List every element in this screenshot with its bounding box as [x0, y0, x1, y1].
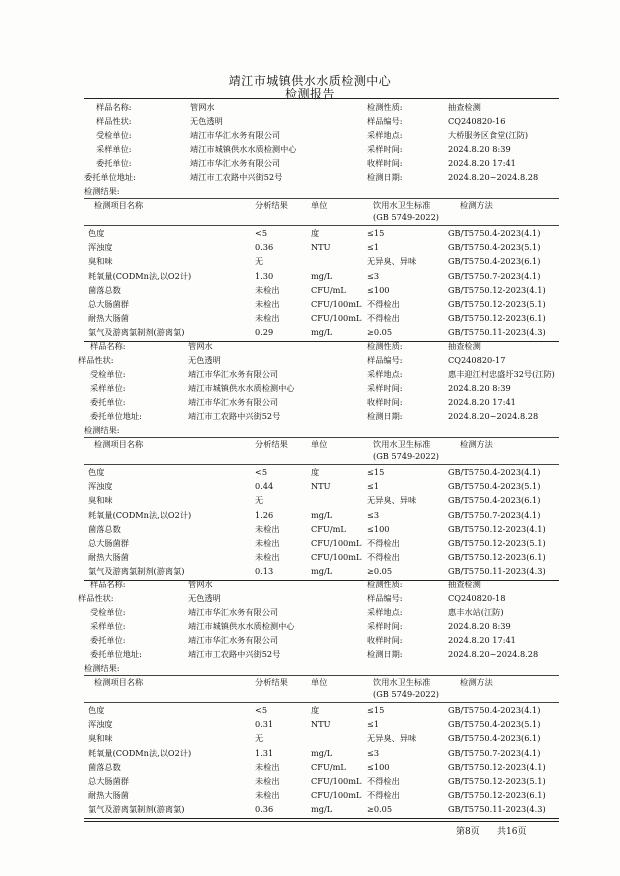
field-label-sampler: 采样单位:	[96, 144, 132, 154]
col-std-header-2: (GB 5749-2022)	[373, 212, 439, 222]
cell-unit: CFU/100mL	[311, 790, 362, 801]
field-value-test-date: 2024.8.20~2024.8.28	[448, 411, 539, 421]
cell-unit: CFU/100mL	[311, 299, 362, 309]
info-row	[0, 619, 620, 633]
cell-result: 0.29	[255, 327, 274, 338]
cell-method: GB/T5750.4-2023(5.1)	[448, 481, 541, 492]
cell-method: GB/T5750.4-2023(6.1)	[448, 733, 541, 744]
cell-unit: CFU/mL	[311, 761, 346, 772]
col-unit-header: 单位	[311, 439, 328, 449]
field-label-sample-no: 样品编号:	[367, 116, 403, 126]
field-value-sample-state: 无色透明	[190, 116, 223, 126]
results-label: 检测结果:	[84, 186, 120, 196]
table-row	[0, 311, 620, 325]
cell-result: 0.44	[255, 481, 274, 492]
field-label-entrust: 委托单位:	[90, 397, 126, 407]
field-label-entrust-addr: 委托单位地址:	[90, 649, 142, 659]
table-row	[0, 269, 620, 283]
cell-result: 未检出	[255, 523, 280, 534]
cell-std: 不得检出	[367, 299, 400, 309]
cell-std: 不得检出	[367, 790, 400, 801]
cell-std: ≤100	[367, 284, 390, 295]
cell-method: GB/T5750.12-2023(5.1)	[448, 538, 546, 548]
cell-method: GB/T5750.12-2023(4.1)	[448, 284, 546, 295]
table-row	[0, 240, 620, 254]
cell-unit: NTU	[311, 242, 331, 253]
section-end-line	[84, 818, 559, 819]
col-result-header: 分析结果	[255, 200, 288, 210]
cell-std: 不得检出	[367, 776, 400, 786]
cell-std: 不得检出	[367, 313, 400, 324]
field-label-entrust-addr: 委托单位地址:	[84, 172, 136, 182]
field-value-receive-time: 2024.8.20 17:41	[448, 158, 516, 168]
field-label-receive-time: 收样时间:	[367, 635, 403, 645]
table-row	[0, 731, 620, 745]
cell-unit: 度	[311, 705, 320, 715]
results-label: 检测结果:	[84, 425, 120, 435]
page-total: 共16页	[497, 827, 527, 837]
cell-std: 不得检出	[367, 552, 400, 563]
cell-item: 耗氧量(CODMn法,以O2计)	[88, 747, 192, 758]
field-value-sample-time: 2024.8.20 8:39	[448, 144, 511, 154]
cell-unit: CFU/mL	[311, 523, 346, 534]
field-value-sample-state: 无色透明	[188, 593, 221, 603]
cell-method: GB/T5750.12-2023(6.1)	[448, 313, 546, 324]
field-label-test-date: 检测日期:	[367, 411, 403, 421]
bottom-divider	[84, 821, 559, 822]
field-label-receive-time: 收样时间:	[367, 158, 403, 168]
col-std-header-2: (GB 5749-2022)	[373, 451, 439, 461]
col-unit-header: 单位	[311, 677, 328, 687]
cell-result: 无	[255, 256, 264, 267]
field-value-entrust: 靖江市华汇水务有限公司	[190, 158, 281, 168]
col-unit-header: 单位	[311, 200, 328, 210]
table-row	[0, 297, 620, 311]
cell-method: GB/T5750.12-2023(6.1)	[448, 552, 546, 563]
cell-item: 总大肠菌群	[88, 776, 129, 786]
info-row	[0, 395, 620, 409]
table-row	[0, 703, 620, 717]
field-label-entrust-addr: 委托单位地址:	[90, 411, 142, 421]
cell-result: 未检出	[255, 761, 280, 772]
table-row	[0, 717, 620, 731]
table-row	[0, 283, 620, 297]
table-row	[0, 479, 620, 493]
field-label-sample-site: 采样地点:	[367, 130, 403, 140]
cell-unit: NTU	[311, 719, 331, 730]
field-value-receive-time: 2024.8.20 17:41	[448, 635, 516, 645]
cell-item: 色度	[88, 467, 105, 477]
cell-item: 浑浊度	[88, 481, 113, 492]
results-label-row	[0, 184, 620, 198]
info-row	[0, 114, 620, 128]
cell-item: 耐热大肠菌	[88, 790, 129, 801]
field-label-sample-no: 样品编号:	[367, 593, 403, 603]
cell-method: GB/T5750.11-2023(4.3)	[448, 804, 546, 815]
cell-std: ≤15	[367, 467, 385, 477]
cell-method: GB/T5750.4-2023(6.1)	[448, 495, 541, 506]
title-divider	[84, 98, 559, 99]
field-value-test-nature: 抽查检测	[448, 579, 481, 589]
cell-unit: mg/L	[311, 747, 333, 758]
col-method-header: 检测方法	[460, 677, 493, 687]
info-row	[0, 409, 620, 423]
cell-item: 氯气及游离氯制剂(游离氯)	[88, 327, 185, 338]
field-label-sample-state: 样品性状:	[78, 355, 114, 365]
cell-item: 耗氧量(CODMn法,以O2计)	[88, 270, 192, 281]
field-value-client: 靖江市华汇水务有限公司	[188, 369, 279, 379]
field-label-receive-time: 收样时间:	[367, 397, 403, 407]
field-label-entrust: 委托单位:	[96, 158, 132, 168]
results-label: 检测结果:	[84, 663, 120, 673]
cell-unit: mg/L	[311, 509, 333, 520]
field-value-test-date: 2024.8.20~2024.8.28	[448, 172, 539, 182]
cell-method: GB/T5750.4-2023(4.1)	[448, 228, 541, 238]
cell-method: GB/T5750.7-2023(4.1)	[448, 509, 541, 520]
cell-unit: CFU/100mL	[311, 538, 362, 548]
cell-std: 无异臭、异味	[367, 495, 417, 506]
cell-std: ≤1	[367, 242, 380, 253]
table-row	[0, 802, 620, 816]
table-header-row-2	[0, 687, 620, 701]
table-header-row-2	[0, 449, 620, 463]
cell-item: 耗氧量(CODMn法,以O2计)	[88, 509, 192, 520]
field-label-sample-state: 样品性状:	[78, 593, 114, 603]
report-subtitle: 检测报告	[284, 87, 335, 101]
field-label-sample-time: 采样时间:	[367, 144, 403, 154]
col-result-header: 分析结果	[255, 677, 288, 687]
cell-result: 0.31	[255, 719, 274, 730]
cell-std: 不得检出	[367, 538, 400, 548]
field-label-test-nature: 检测性质:	[367, 579, 403, 589]
cell-result: <5	[255, 705, 268, 715]
col-std-header: 饮用水卫生标准	[373, 677, 431, 687]
field-value-sample-site: 大桥服务区食堂(江防)	[448, 130, 529, 140]
col-item-header: 检测项目名称	[94, 677, 144, 687]
cell-method: GB/T5750.11-2023(4.3)	[448, 327, 546, 338]
cell-item: 臭和味	[88, 495, 113, 506]
cell-unit: mg/L	[311, 804, 333, 815]
cell-method: GB/T5750.4-2023(6.1)	[448, 256, 541, 267]
cell-result: 0.13	[255, 566, 274, 577]
col-item-header: 检测项目名称	[94, 200, 144, 210]
field-label-client: 受检单位:	[90, 607, 126, 617]
table-row	[0, 465, 620, 479]
cell-result: 未检出	[255, 538, 280, 548]
field-value-sample-name: 管网水	[188, 341, 213, 351]
info-row	[0, 647, 620, 661]
cell-method: GB/T5750.12-2023(5.1)	[448, 299, 546, 309]
field-value-entrust-addr: 靖江市工农路中兴街52号	[190, 172, 283, 182]
cell-result: 1.30	[255, 270, 274, 281]
field-value-entrust-addr: 靖江市工农路中兴街52号	[188, 649, 281, 659]
cell-std: ≥0.05	[367, 566, 393, 577]
col-result-header: 分析结果	[255, 439, 288, 449]
cell-result: <5	[255, 467, 268, 477]
cell-std: ≤3	[367, 270, 380, 281]
cell-std: 无异臭、异味	[367, 733, 417, 744]
cell-std: ≤3	[367, 747, 380, 758]
cell-std: ≤15	[367, 705, 385, 715]
cell-std: ≤3	[367, 509, 380, 520]
table-row	[0, 254, 620, 268]
field-value-sampler: 靖江市城镇供水水质检测中心	[190, 144, 297, 154]
field-label-sample-name: 样品名称:	[90, 579, 126, 589]
field-value-sampler: 靖江市城镇供水水质检测中心	[188, 383, 295, 393]
field-value-test-nature: 抽查检测	[448, 102, 481, 112]
info-row	[0, 170, 620, 184]
cell-item: 臭和味	[88, 256, 113, 267]
field-value-entrust: 靖江市华汇水务有限公司	[188, 397, 279, 407]
field-value-test-date: 2024.8.20~2024.8.28	[448, 649, 539, 659]
cell-unit: CFU/100mL	[311, 776, 362, 786]
cell-std: 无异臭、异味	[367, 256, 417, 267]
cell-result: 未检出	[255, 299, 280, 309]
col-std-header-2: (GB 5749-2022)	[373, 689, 439, 699]
cell-std: ≥0.05	[367, 804, 393, 815]
cell-result: 未检出	[255, 776, 280, 786]
field-value-sample-time: 2024.8.20 8:39	[448, 621, 511, 631]
field-label-client: 受检单位:	[96, 130, 132, 140]
info-row	[0, 577, 620, 591]
info-row	[0, 100, 620, 114]
table-row	[0, 550, 620, 564]
cell-item: 氯气及游离氯制剂(游离氯)	[88, 566, 185, 577]
page-number: 第8页	[456, 827, 480, 837]
field-value-client: 靖江市华汇水务有限公司	[188, 607, 279, 617]
cell-method: GB/T5750.12-2023(4.1)	[448, 523, 546, 534]
field-value-sampler: 靖江市城镇供水水质检测中心	[188, 621, 295, 631]
field-value-sample-time: 2024.8.20 8:39	[448, 383, 511, 393]
cell-result: 未检出	[255, 284, 280, 295]
table-row	[0, 774, 620, 788]
cell-method: GB/T5750.4-2023(5.1)	[448, 719, 541, 730]
info-row	[0, 381, 620, 395]
field-label-sample-time: 采样时间:	[367, 383, 403, 393]
field-value-client: 靖江市华汇水务有限公司	[190, 130, 281, 140]
cell-item: 总大肠菌群	[88, 538, 129, 548]
field-label-sample-time: 采样时间:	[367, 621, 403, 631]
cell-item: 耐热大肠菌	[88, 552, 129, 563]
cell-method: GB/T5750.11-2023(4.3)	[448, 566, 546, 577]
cell-item: 臭和味	[88, 733, 113, 744]
cell-result: 未检出	[255, 313, 280, 324]
info-row	[0, 142, 620, 156]
table-row	[0, 508, 620, 522]
table-row	[0, 536, 620, 550]
field-label-sample-name: 样品名称:	[96, 102, 132, 112]
cell-result: 1.31	[255, 747, 274, 758]
field-value-sample-site: 惠丰迎江村忠盛圩32号(江防)	[448, 369, 555, 379]
cell-unit: mg/L	[311, 327, 333, 338]
field-label-sampler: 采样单位:	[90, 621, 126, 631]
cell-result: 无	[255, 495, 264, 506]
cell-method: GB/T5750.7-2023(4.1)	[448, 747, 541, 758]
cell-result: 无	[255, 733, 264, 744]
info-row	[0, 633, 620, 647]
cell-item: 浑浊度	[88, 719, 113, 730]
cell-method: GB/T5750.4-2023(4.1)	[448, 467, 541, 477]
col-method-header: 检测方法	[460, 439, 493, 449]
cell-item: 色度	[88, 705, 105, 715]
info-row	[0, 128, 620, 142]
cell-unit: CFU/100mL	[311, 313, 362, 324]
cell-method: GB/T5750.4-2023(4.1)	[448, 705, 541, 715]
table-row	[0, 226, 620, 240]
info-row	[0, 339, 620, 353]
cell-result: 1.26	[255, 509, 274, 520]
field-value-test-nature: 抽查检测	[448, 341, 481, 351]
cell-result: 0.36	[255, 242, 274, 253]
cell-method: GB/T5750.12-2023(5.1)	[448, 776, 546, 786]
cell-std: ≤1	[367, 481, 380, 492]
col-std-header: 饮用水卫生标准	[373, 439, 431, 449]
table-row	[0, 788, 620, 802]
cell-result: 未检出	[255, 552, 280, 563]
cell-item: 色度	[88, 228, 105, 238]
cell-item: 菌落总数	[88, 761, 121, 772]
field-value-receive-time: 2024.8.20 17:41	[448, 397, 516, 407]
cell-unit: CFU/mL	[311, 284, 346, 295]
table-row	[0, 760, 620, 774]
table-row	[0, 746, 620, 760]
cell-method: GB/T5750.12-2023(4.1)	[448, 761, 546, 772]
cell-unit: CFU/100mL	[311, 552, 362, 563]
report-title: 靖江市城镇供水水质检测中心	[228, 74, 392, 88]
cell-unit: 度	[311, 228, 320, 238]
field-label-sample-site: 采样地点:	[367, 369, 403, 379]
cell-result: 未检出	[255, 790, 280, 801]
field-label-sample-site: 采样地点:	[367, 607, 403, 617]
cell-unit: mg/L	[311, 270, 333, 281]
col-method-header: 检测方法	[460, 200, 493, 210]
field-value-sample-no: CQ240820-16	[448, 116, 506, 126]
cell-method: GB/T5750.12-2023(6.1)	[448, 790, 546, 801]
cell-item: 浑浊度	[88, 242, 113, 253]
info-row	[0, 156, 620, 170]
field-label-entrust: 委托单位:	[90, 635, 126, 645]
field-label-client: 受检单位:	[90, 369, 126, 379]
field-value-sample-site: 惠丰水站(江防)	[448, 607, 504, 617]
col-item-header: 检测项目名称	[94, 439, 144, 449]
table-header-row-2	[0, 210, 620, 224]
field-label-sampler: 采样单位:	[90, 383, 126, 393]
field-label-test-date: 检测日期:	[367, 172, 403, 182]
cell-item: 总大肠菌群	[88, 299, 129, 309]
cell-std: ≤100	[367, 523, 390, 534]
info-row	[0, 353, 620, 367]
cell-unit: NTU	[311, 481, 331, 492]
results-label-row	[0, 661, 620, 675]
field-label-test-nature: 检测性质:	[367, 341, 403, 351]
field-label-sample-state: 样品性状:	[96, 116, 132, 126]
field-value-sample-name: 管网水	[190, 102, 215, 112]
field-label-sample-name: 样品名称:	[90, 341, 126, 351]
field-value-sample-no: CQ240820-17	[448, 355, 506, 365]
field-label-sample-no: 样品编号:	[367, 355, 403, 365]
field-value-sample-no: CQ240820-18	[448, 593, 506, 603]
table-row	[0, 493, 620, 507]
field-value-sample-name: 管网水	[188, 579, 213, 589]
cell-result: 0.36	[255, 804, 274, 815]
info-row	[0, 591, 620, 605]
cell-std: ≤1	[367, 719, 380, 730]
info-row	[0, 605, 620, 619]
field-value-sample-state: 无色透明	[188, 355, 221, 365]
field-label-test-nature: 检测性质:	[367, 102, 403, 112]
cell-item: 氯气及游离氯制剂(游离氯)	[88, 804, 185, 815]
cell-method: GB/T5750.7-2023(4.1)	[448, 270, 541, 281]
cell-item: 菌落总数	[88, 523, 121, 534]
table-row	[0, 522, 620, 536]
info-row	[0, 367, 620, 381]
cell-unit: 度	[311, 467, 320, 477]
cell-item: 菌落总数	[88, 284, 121, 295]
field-label-test-date: 检测日期:	[367, 649, 403, 659]
cell-std: ≤100	[367, 761, 390, 772]
cell-std: ≥0.05	[367, 327, 393, 338]
table-row	[0, 325, 620, 339]
col-std-header: 饮用水卫生标准	[373, 200, 431, 210]
field-value-entrust-addr: 靖江市工农路中兴街52号	[188, 411, 281, 421]
field-value-entrust: 靖江市华汇水务有限公司	[188, 635, 279, 645]
cell-method: GB/T5750.4-2023(5.1)	[448, 242, 541, 253]
cell-unit: mg/L	[311, 566, 333, 577]
cell-std: ≤15	[367, 228, 385, 238]
results-label-row	[0, 423, 620, 437]
cell-item: 耐热大肠菌	[88, 313, 129, 324]
cell-result: <5	[255, 228, 268, 238]
